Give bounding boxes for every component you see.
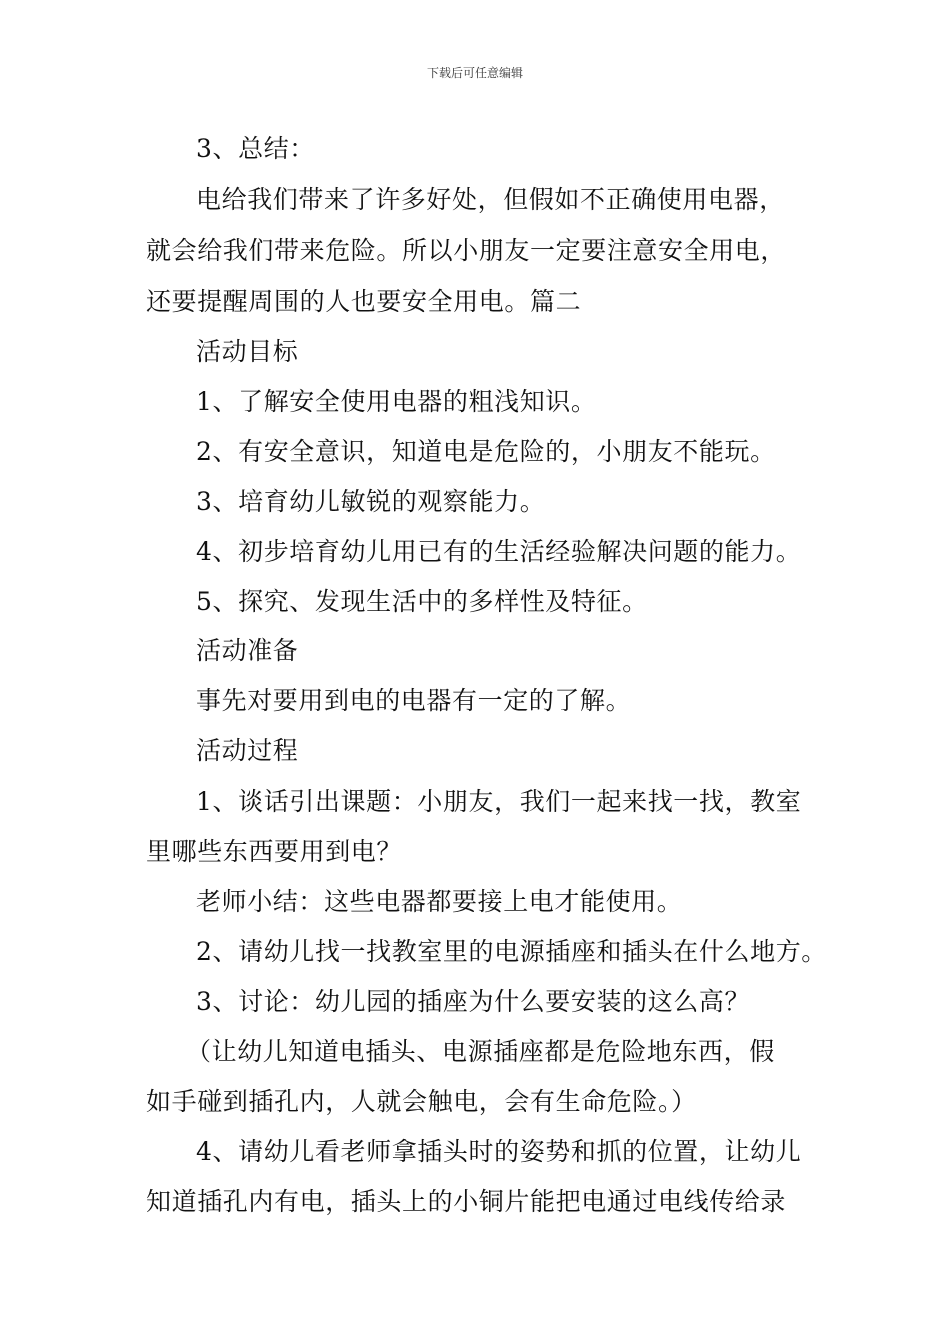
goal-item: 1、了解安全使用电器的粗浅知识。	[196, 387, 597, 416]
goal-item: 5、探究、发现生活中的多样性及特征。	[196, 587, 648, 616]
process-step-line: 1、谈话引出课题：小朋友，我们一起来找一找，教室	[196, 787, 802, 816]
section-heading-process: 活动过程	[196, 736, 299, 765]
process-step-line: 2、请幼儿找一找教室里的电源插座和插头在什么地方。	[196, 937, 827, 966]
paragraph-line: 还要提醒周围的人也要安全用电。篇二	[146, 287, 582, 316]
section-heading-preparation: 活动准备	[196, 636, 299, 665]
paragraph-line: 老师小结：这些电器都要接上电才能使用。	[196, 887, 683, 916]
paragraph-line: （让幼儿知道电插头、电源插座都是危险地东西，假	[186, 1037, 775, 1066]
process-step-line: 知道插孔内有电，插头上的小铜片能把电通过电线传给录	[146, 1187, 787, 1216]
goal-item: 4、初步培育幼儿用已有的生活经验解决问题的能力。	[196, 537, 802, 566]
process-step-line: 里哪些东西要用到电？	[146, 837, 403, 866]
summary-heading: 3、总结：	[196, 134, 315, 163]
paragraph-line: 就会给我们带来危险。所以小朋友一定要注意安全用电，	[146, 236, 787, 265]
paragraph-line: 事先对要用到电的电器有一定的了解。	[196, 686, 632, 715]
section-heading-goals: 活动目标	[196, 337, 299, 366]
process-step-line: 4、请幼儿看老师拿插头时的姿势和抓的位置，让幼儿	[196, 1137, 802, 1166]
goal-item: 2、有安全意识，知道电是危险的，小朋友不能玩。	[196, 437, 776, 466]
paragraph-line: 电给我们带来了许多好处，但假如不正确使用电器，	[196, 185, 785, 214]
page-header-note: 下载后可任意编辑	[426, 66, 523, 80]
process-step-line: 3、讨论：幼儿园的插座为什么要安装的这么高？	[196, 987, 751, 1016]
goal-item: 3、培育幼儿敏锐的观察能力。	[196, 487, 546, 516]
paragraph-line: 如手碰到插孔内，人就会触电，会有生命危险。）	[146, 1087, 697, 1116]
